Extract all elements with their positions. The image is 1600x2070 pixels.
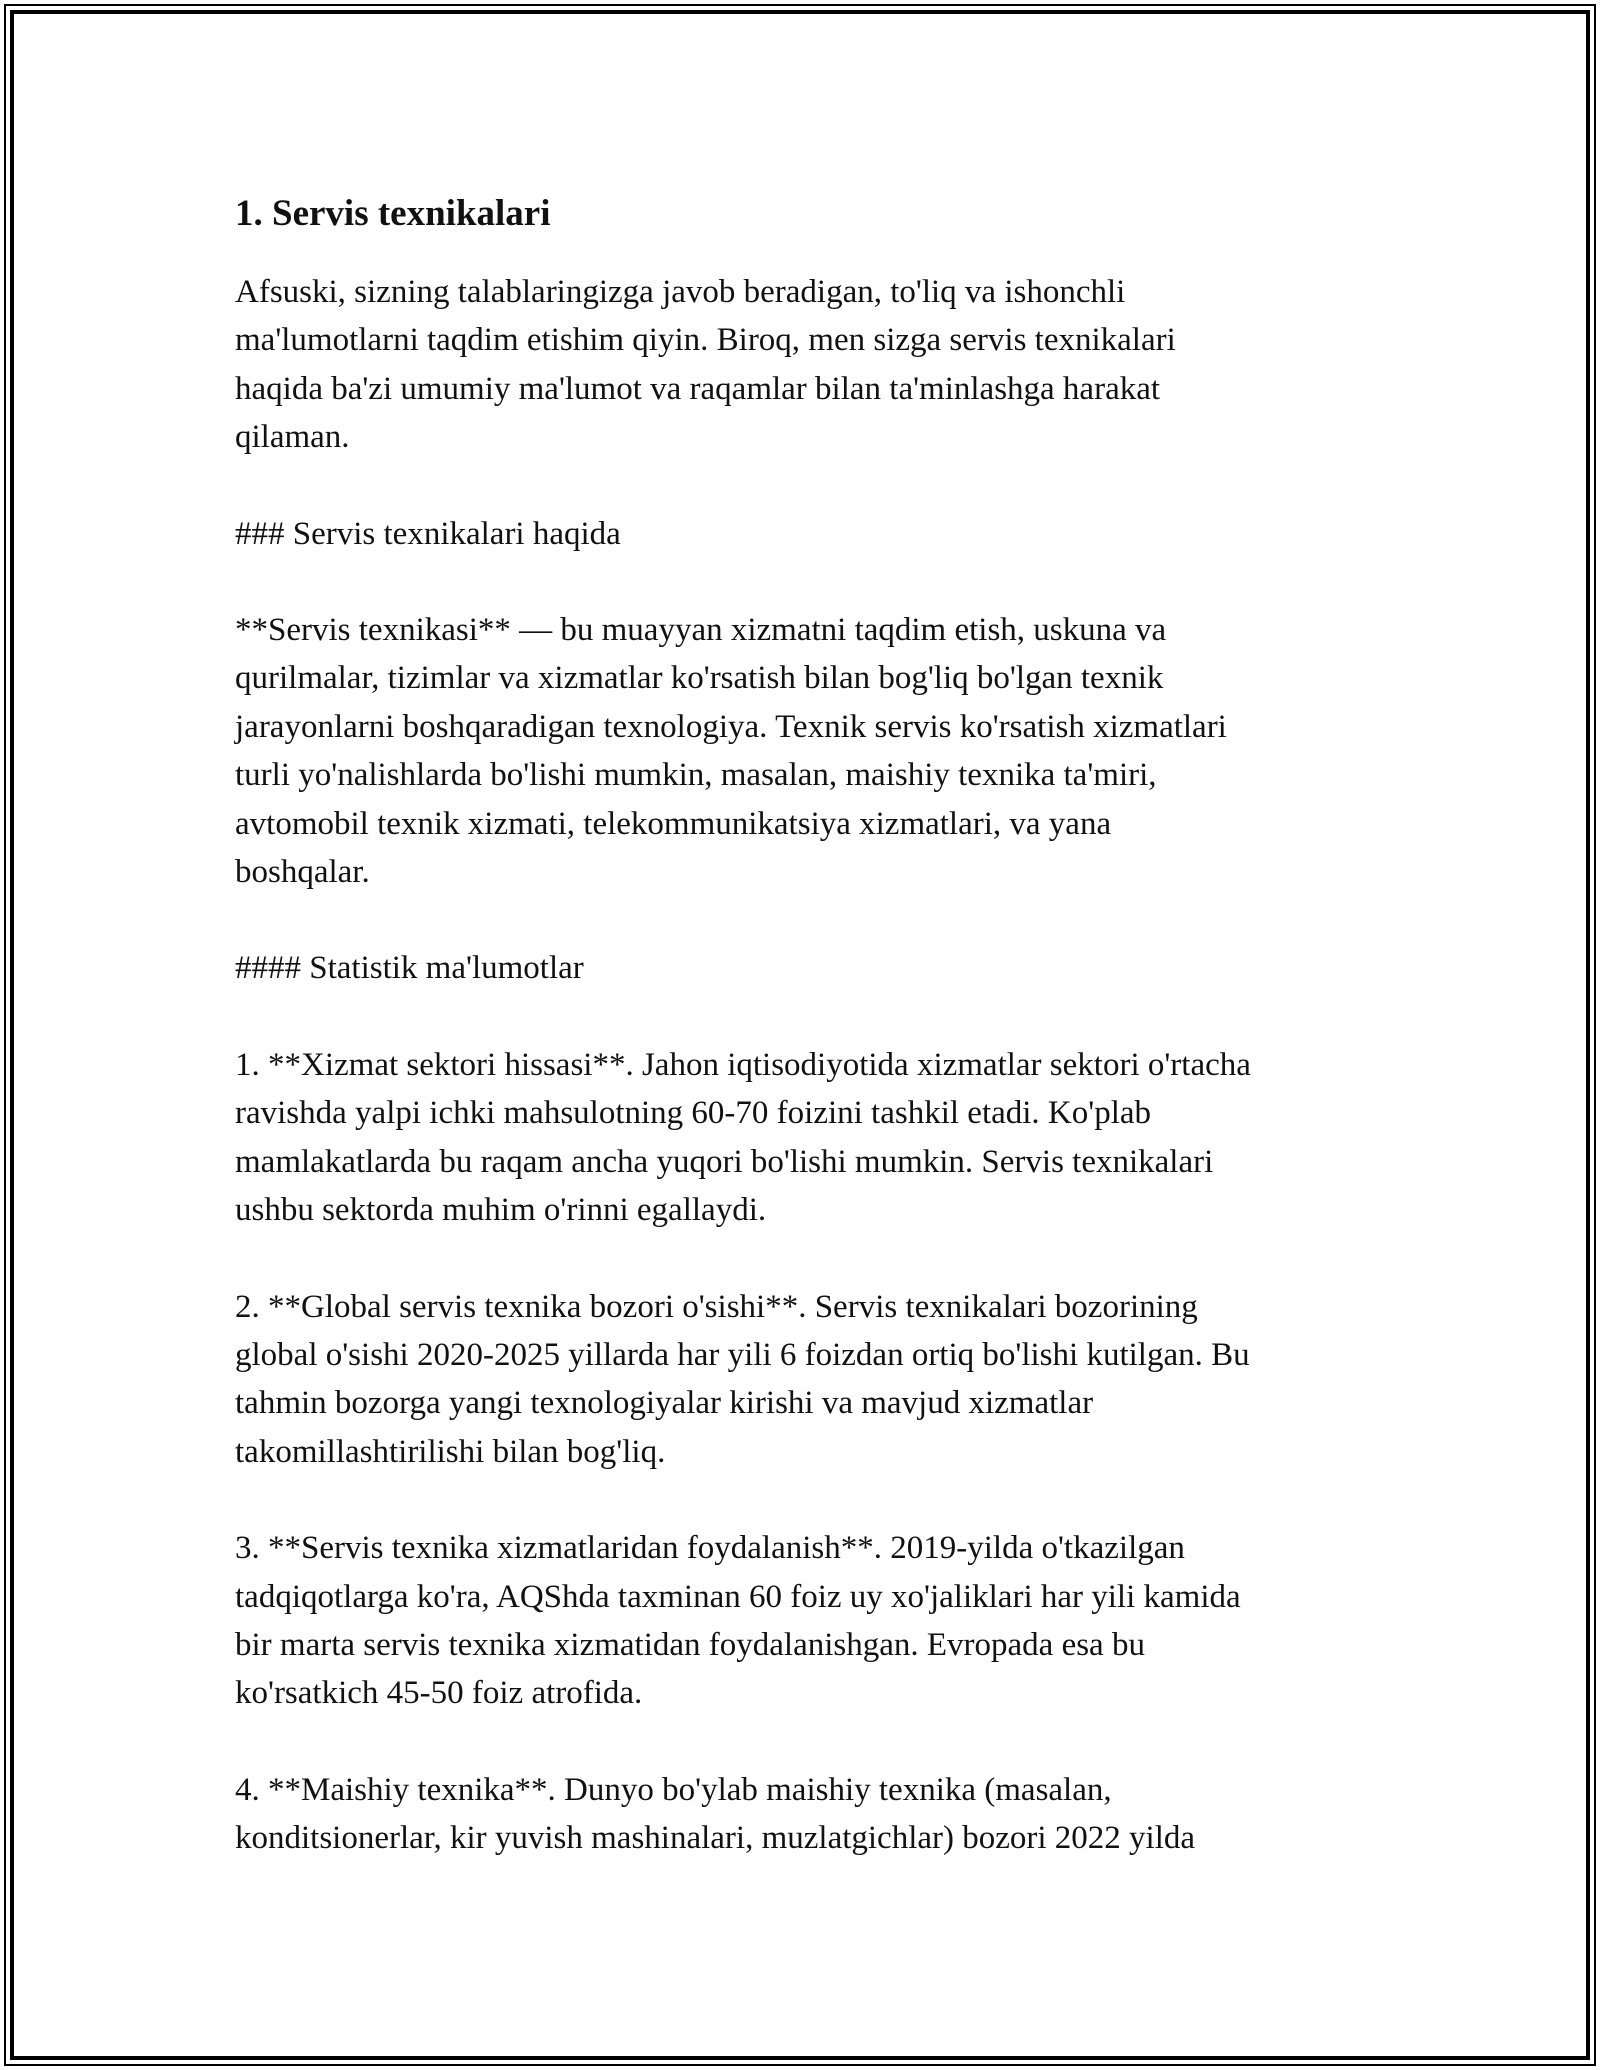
list-item-2 <box>235 1283 1395 1477</box>
text-line: ravishda yalpi ichki mahsulotning 60-70 foizini tashkil etadi. Ko'plab <box>235 1095 1152 1132</box>
text-line: qurilmalar, tizimlar va xizmatlar ko'rsatish bilan bog'liq bo'lgan texnik <box>235 660 1164 697</box>
document-page <box>235 186 1395 1911</box>
text-line: ma'lumotlarni taqdim etishim qiyin. Biroq, men sizga servis texnikalari <box>235 322 1176 359</box>
text-line: ### Servis texnikalari haqida <box>235 515 621 552</box>
section-heading-statistics <box>235 944 1395 992</box>
text-line: takomillashtirilishi bilan bog'liq. <box>235 1433 666 1470</box>
intro-paragraph <box>235 268 1395 462</box>
text-line: Afsuski, sizning talablaringizga javob beradigan, to'liq va ishonchli <box>235 274 1126 310</box>
list-item-3 <box>235 1524 1395 1718</box>
text-line: mamlakatlarda bu raqam ancha yuqori bo'lishi mumkin. Servis texnikalari <box>235 1143 1214 1180</box>
section-heading-about <box>235 510 1395 558</box>
text-line: 1. **Xizmat sektori hissasi**. Jahon iqtisodiyotida xizmatlar sektori o'rtacha <box>235 1046 1251 1083</box>
text-line: haqida ba'zi umumiy ma'lumot va raqamlar bilan ta'minlashga harakat <box>235 370 1161 407</box>
text-line: tadqiqotlarga ko'ra, AQShda taxminan 60 foiz uy xo'jaliklari har yili kamida <box>235 1578 1241 1615</box>
text-line: qilaman. <box>235 419 350 456</box>
text-line: global o'sishi 2020-2025 yillarda har yili 6 foizdan ortiq bo'lishi kutilgan. Bu <box>235 1336 1250 1373</box>
list-item-4 <box>235 1766 1395 1863</box>
document-body <box>235 268 1395 1863</box>
text-line: ushbu sektorda muhim o'rinni egallaydi. <box>235 1192 767 1229</box>
text-line: **Servis texnikasi** — bu muayyan xizmatni taqdim etish, uskuna va <box>235 612 1167 649</box>
text-line: jarayonlarni boshqaradigan texnologiya. Texnik servis ko'rsatish xizmatlari <box>235 708 1227 745</box>
text-line: bir marta servis texnika xizmatidan foydalanishgan. Evropada esa bu <box>235 1626 1145 1663</box>
document-title: 1. Servis texnikalari <box>235 193 551 234</box>
text-line: 2. **Global servis texnika bozori o'sishi**. Servis texnikalari bozorining <box>235 1288 1198 1325</box>
text-line: 3. **Servis texnika xizmatlaridan foydalanish**. 2019-yilda o'tkazilgan <box>235 1530 1185 1567</box>
list-item-1 <box>235 1041 1395 1235</box>
text-line: ko'rsatkich 45-50 foiz atrofida. <box>235 1675 643 1712</box>
definition-paragraph <box>235 606 1395 896</box>
text-line: konditsionerlar, kir yuvish mashinalari, muzlatgichlar) bozori 2022 yilda <box>235 1820 1196 1857</box>
text-line: #### Statistik ma'lumotlar <box>235 950 584 987</box>
text-line: turli yo'nalishlarda bo'lishi mumkin, masalan, maishiy texnika ta'miri, <box>235 757 1157 794</box>
text-line: avtomobil texnik xizmati, telekommunikatsiya xizmatlari, va yana <box>235 805 1112 842</box>
text-line: boshqalar. <box>235 854 370 891</box>
text-line: 4. **Maishiy texnika**. Dunyo bo'ylab maishiy texnika (masalan, <box>235 1771 1112 1808</box>
text-line: tahmin bozorga yangi texnologiyalar kirishi va mavjud xizmatlar <box>235 1385 1094 1422</box>
